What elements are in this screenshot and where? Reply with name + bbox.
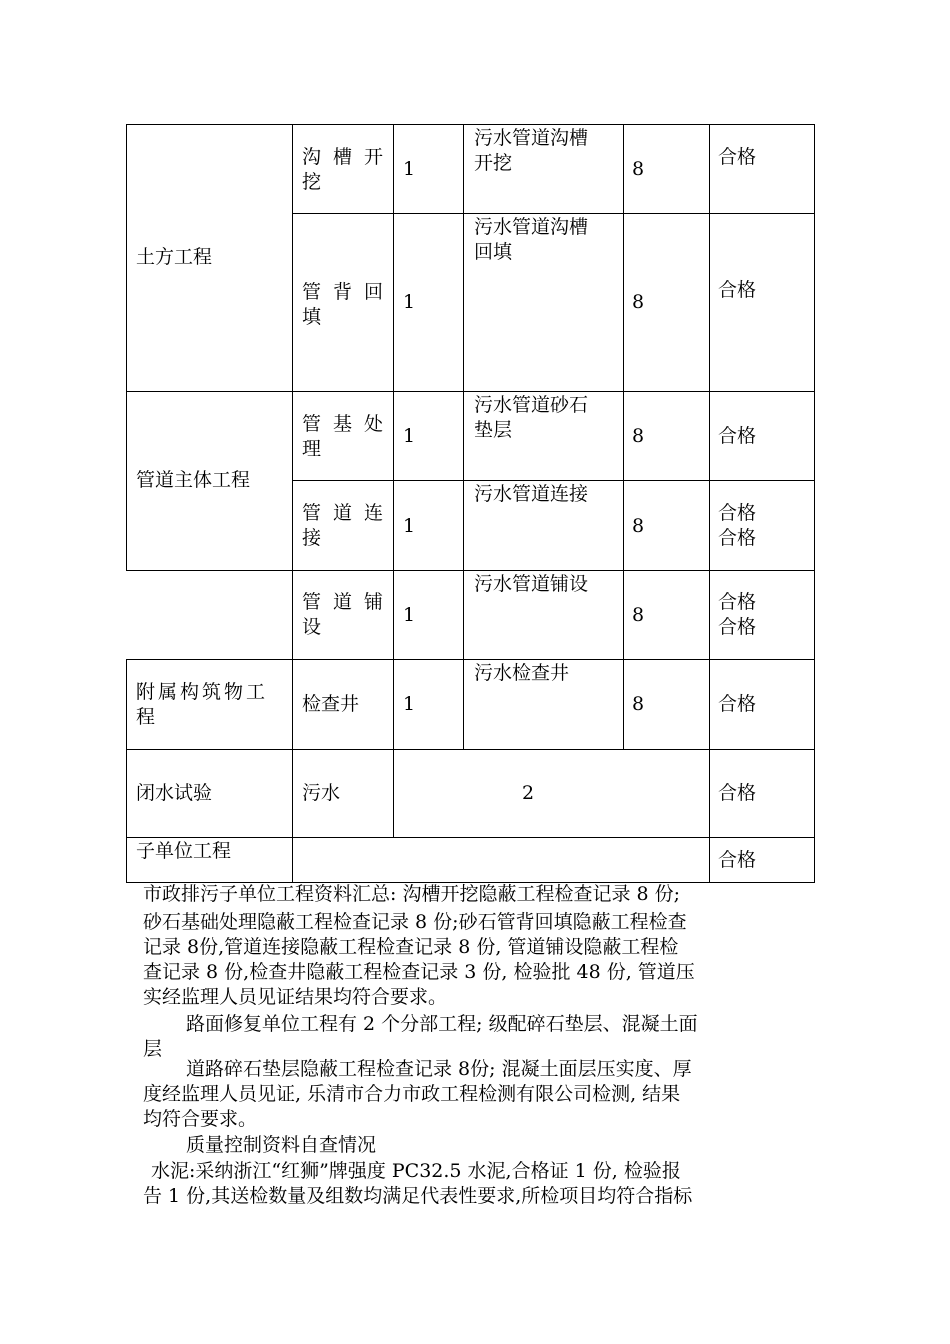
table-col-rule: [623, 124, 624, 750]
result-cell: 合格: [718, 502, 757, 524]
count-cell: 8: [632, 425, 645, 447]
sub-item-cell: 管背回: [302, 281, 396, 303]
count-cell: 8: [632, 158, 645, 180]
group-cell-pipe-main: 管道主体工程: [136, 469, 251, 491]
result-cell: 合格: [718, 425, 757, 447]
sub-item-cell: 管基处: [302, 413, 396, 435]
sub-item-cell: 接: [302, 527, 322, 549]
table-border-top: [126, 124, 815, 125]
quantity-cell: 1: [403, 291, 416, 313]
count-cell: 8: [632, 693, 645, 715]
inspection-item-cell: 污水管道砂石: [474, 394, 589, 416]
sub-item-cell: 污水: [302, 782, 341, 804]
paragraph-line: 水泥:采纳浙江“红狮”牌强度 PC32.5 水泥,合格证 1 份, 检验报: [151, 1160, 681, 1182]
table-rule: [126, 749, 815, 750]
inspection-item-cell: 开挖: [474, 152, 513, 174]
table-col-rule: [292, 124, 293, 883]
sub-item-cell: 管道连: [302, 502, 396, 524]
quantity-cell: 1: [403, 515, 416, 537]
table-col-rule: [463, 124, 464, 750]
paragraph-line: 路面修复单位工程有 2 个分部工程; 级配碎石垫层、混凝土面: [186, 1013, 698, 1035]
result-cell: 合格: [718, 616, 757, 638]
table-rule: [126, 570, 815, 571]
count-cell: 8: [632, 515, 645, 537]
paragraph-line: 砂石基础处理隐蔽工程检查记录 8 份;砂石管背回填隐蔽工程检查: [143, 911, 687, 933]
table-rule: [292, 480, 815, 481]
inspection-item-cell: 垫层: [474, 419, 513, 441]
sub-item-cell: 管道铺: [302, 591, 396, 613]
group-cell-ancillary: 程: [136, 706, 156, 728]
sub-item-cell: 挖: [302, 171, 322, 193]
sub-item-cell: 沟槽开: [302, 146, 396, 168]
table-border-left: [126, 124, 127, 571]
inspection-item-cell: 回填: [474, 241, 513, 263]
paragraph-line: 查记录 8 份,检查井隐蔽工程检查记录 3 份, 检验批 48 份, 管道压: [143, 961, 695, 983]
sub-item-cell: 设: [302, 616, 322, 638]
table-border-left: [126, 659, 127, 883]
quantity-cell: 1: [403, 604, 416, 626]
inspection-item-cell: 污水管道连接: [474, 483, 589, 505]
paragraph-line: 度经监理人员见证, 乐清市合力市政工程检测有限公司检测, 结果: [143, 1083, 681, 1105]
inspection-item-cell: 污水管道沟槽: [474, 216, 589, 238]
count-cell: 8: [632, 291, 645, 313]
quantity-cell: 1: [403, 693, 416, 715]
result-cell: 合格: [718, 782, 757, 804]
inspection-item-cell: 污水检查井: [474, 662, 570, 684]
result-cell: 合格: [718, 279, 757, 301]
table-border-right: [814, 124, 815, 883]
paragraph-line: 道路碎石垫层隐蔽工程检查记录 8份; 混凝土面层压实度、厚: [186, 1058, 692, 1080]
inspection-item-cell: 污水管道铺设: [474, 573, 589, 595]
group-cell-sub-unit: 子单位工程: [136, 840, 232, 862]
quantity-cell: 1: [403, 158, 416, 180]
section-heading: 质量控制资料自查情况: [186, 1134, 377, 1156]
paragraph-line: 实经监理人员见证结果均符合要求。: [143, 986, 448, 1008]
inspection-item-cell: 污水管道沟槽: [474, 127, 589, 149]
paragraph-line: 记录 8份,管道连接隐蔽工程检查记录 8 份, 管道铺设隐蔽工程检: [143, 936, 679, 958]
table-col-rule: [709, 124, 710, 883]
table-rule: [126, 837, 815, 838]
result-cell: 合格: [718, 693, 757, 715]
result-cell: 合格: [718, 849, 757, 871]
result-cell: 合格: [718, 591, 757, 613]
result-cell: 合格: [718, 527, 757, 549]
table-rule: [292, 213, 815, 214]
group-cell-earthwork: 土方工程: [136, 246, 213, 268]
paragraph-line: 层: [143, 1038, 163, 1060]
table-rule: [126, 391, 815, 392]
paragraph-line: 均符合要求。: [143, 1108, 258, 1130]
count-cell: 8: [632, 604, 645, 626]
merged-count-cell: 2: [522, 782, 535, 804]
group-cell-ancillary: 附属构筑物工: [136, 681, 269, 703]
paragraph-line: 市政排污子单位工程资料汇总: 沟槽开挖隐蔽工程检查记录 8 份;: [143, 883, 681, 905]
table-rule: [126, 659, 815, 660]
paragraph-line: 告 1 份,其送检数量及组数均满足代表性要求,所检项目均符合指标: [143, 1185, 693, 1207]
sub-item-cell: 检查井: [302, 693, 360, 715]
result-cell: 合格: [718, 146, 757, 168]
group-cell-water-test: 闭水试验: [136, 782, 213, 804]
sub-item-cell: 填: [302, 306, 322, 328]
table-col-rule: [393, 124, 394, 838]
quantity-cell: 1: [403, 425, 416, 447]
sub-item-cell: 理: [302, 438, 322, 460]
